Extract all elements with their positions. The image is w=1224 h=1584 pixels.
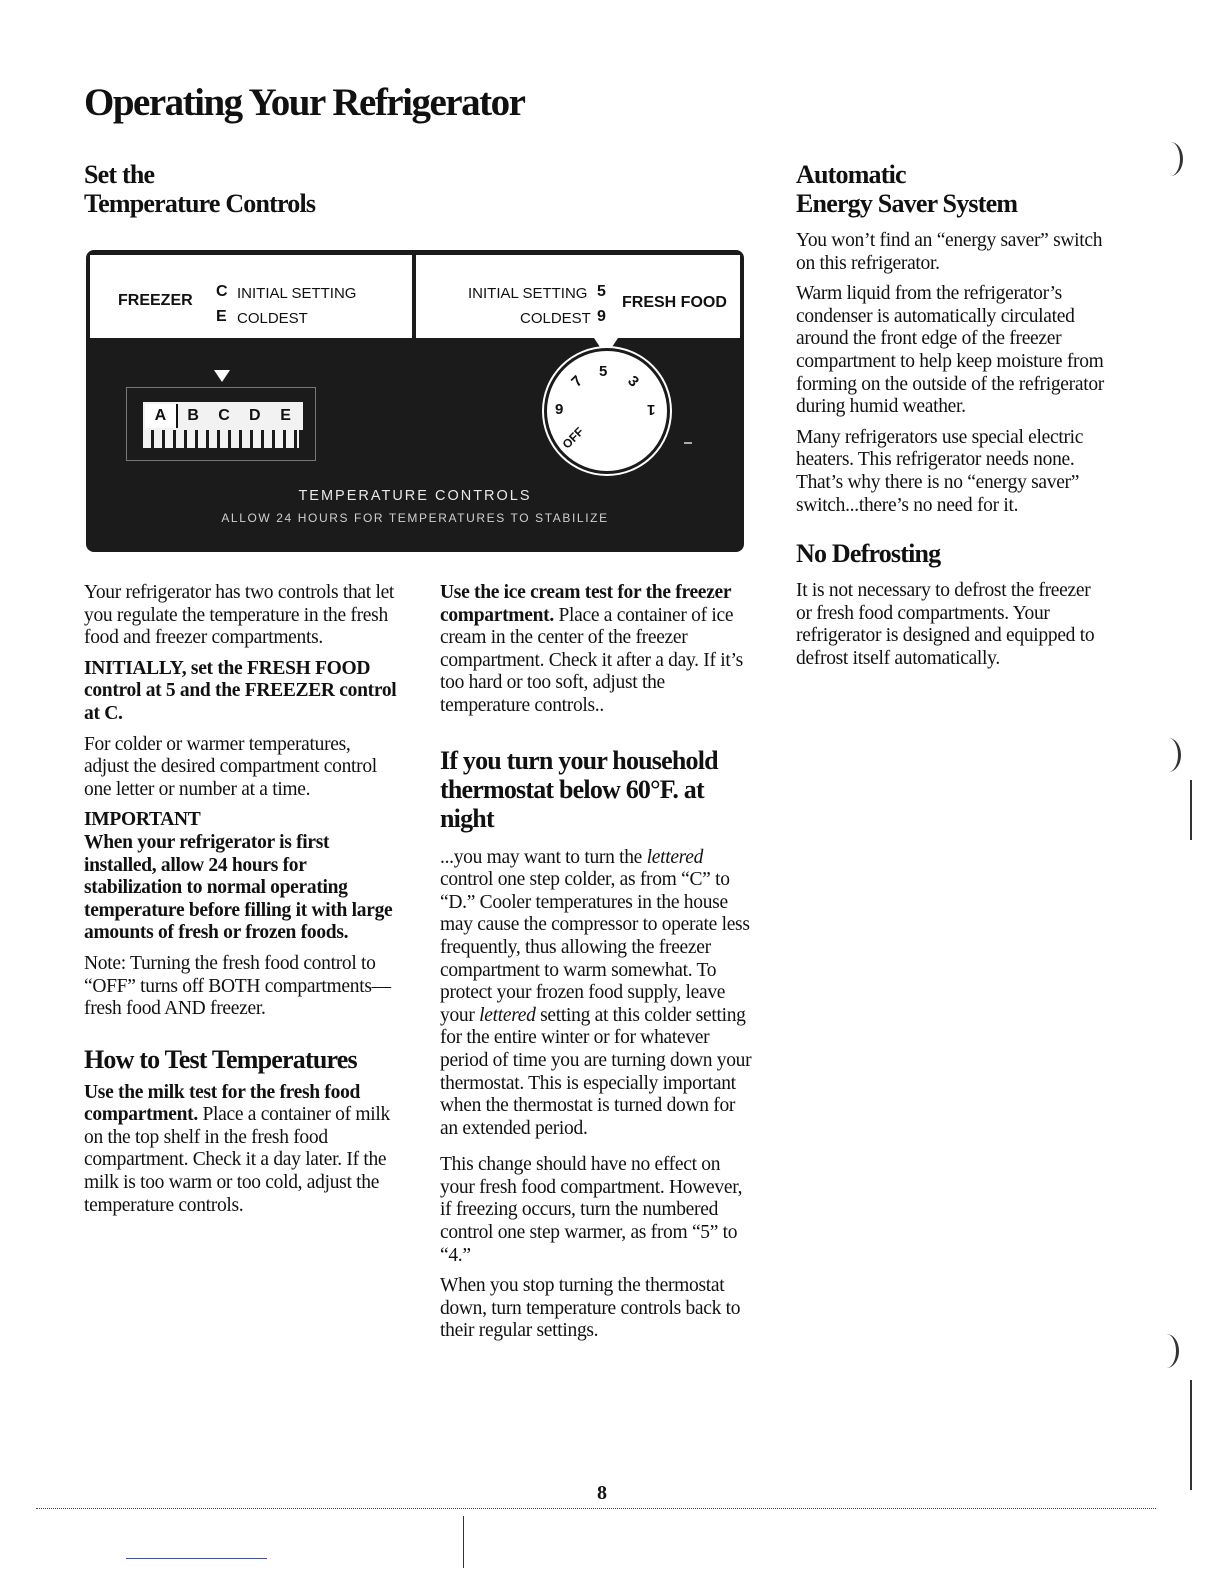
no-defrosting-p1: It is not necessary to defrost the freezer or fresh food compartments. Your refrigerator is designed and equipped to defrost itself automatically. bbox=[796, 580, 1095, 669]
lettered-emphasis: lettered bbox=[646, 846, 704, 868]
fresh-coldest-text: COLDEST bbox=[520, 310, 591, 327]
binding-hole-mark bbox=[1158, 142, 1183, 176]
set-controls-heading bbox=[84, 160, 315, 218]
freezer-coldest-letter: E bbox=[216, 308, 227, 325]
scan-edge-line bbox=[36, 1508, 1156, 1509]
ice-cream-test-text: Place a container of ice cream in the center of the freezer compartment. Check it after a day. If it’s too hard or too soft, adjust the temperature controls.. bbox=[440, 604, 743, 716]
scan-right-edge bbox=[1190, 780, 1192, 840]
no-defrosting-heading: No Defrosting bbox=[796, 539, 941, 569]
freezer-initial-letter: C bbox=[216, 283, 228, 300]
dial-mark-top-left: 7 bbox=[568, 372, 587, 391]
freezer-label: FREEZER bbox=[118, 292, 193, 309]
fresh-food-dial[interactable] bbox=[544, 348, 670, 474]
milk-test-text: Place a container of milk on the top shelf in the fresh food compartment. Check it a day later. If the milk is too warm or too cold, adjust the temperature controls. bbox=[84, 1104, 390, 1216]
scan-vertical-line bbox=[463, 1516, 464, 1568]
controls-intro: Your refrigerator has two controls that let you regulate the temperature in the fresh food and freezer compartments. bbox=[84, 582, 395, 649]
lettered-emphasis: lettered bbox=[479, 1004, 536, 1026]
thermostat-paragraph-3: When you stop turning the thermostat down, turn temperature controls back to their regular settings. bbox=[440, 1275, 741, 1342]
dial-mark-top-right: 3 bbox=[624, 372, 643, 391]
diagram-caption-subtitle: ALLOW 24 HOURS FOR TEMPERATURES TO STABILIZE bbox=[221, 511, 609, 525]
scan-right-edge bbox=[1190, 1380, 1192, 1490]
set-controls-heading-line1: Set the bbox=[84, 160, 155, 189]
milk-test-lead: Use the milk test for the fresh food compartment. bbox=[84, 1081, 361, 1126]
thermostat-text: setting at this colder setting for the entire winter or for whatever period of time you are turning down your thermostat. This is especially important when the thermostat is turned down for an extended period. bbox=[440, 1004, 752, 1139]
thermostat-paragraph-1 bbox=[440, 847, 752, 1141]
important-title: IMPORTANT bbox=[84, 809, 201, 831]
temperature-controls-diagram bbox=[86, 250, 744, 552]
column-right bbox=[796, 160, 1106, 679]
freezer-letter: D bbox=[249, 407, 261, 424]
energy-saver-p1: You won’t find an “energy saver” switch on this refrigerator. bbox=[796, 230, 1103, 274]
energy-saver-p3: Many refrigerators use special electric heaters. This refrigerator needs none. That’s why there is no “energy saver” switch...there’s no need for it. bbox=[796, 426, 1084, 516]
thermostat-text: ...you may want to turn the bbox=[440, 846, 647, 868]
energy-saver-heading-line1: Automatic bbox=[796, 160, 906, 189]
adjust-instructions: For colder or warmer temperatures, adjust the desired compartment control one letter or number at a time. bbox=[84, 733, 377, 800]
freezer-pointer-icon bbox=[214, 370, 230, 382]
off-note: Note: Turning the fresh food control to “OFF” turns off BOTH compartments—fresh food AND freezer. bbox=[84, 952, 391, 1020]
freezer-letter: E bbox=[280, 407, 291, 424]
thermostat-heading: If you turn your household thermostat below 60°F. at night bbox=[440, 745, 718, 833]
binding-hole-mark bbox=[1156, 738, 1181, 772]
page-title: Operating Your Refrigerator bbox=[84, 81, 525, 124]
thermostat-text: control one step colder, as from “C” to “D.” Cooler temperatures in the house may cause the compressor to operate less frequently, thus allowing the freezer compartment to warm somewhat. To protect your frozen food supply, leave your bbox=[440, 869, 750, 1026]
dial-mark-left: 9 bbox=[555, 401, 564, 418]
bottom-underline bbox=[126, 1558, 267, 1559]
freezer-letter: A bbox=[145, 404, 178, 428]
dial-mark-off: OFF bbox=[559, 424, 587, 452]
thermostat-paragraph-2: This change should have no effect on your fresh food compartment. However, if freezing occurs, turn the numbered control one step warmer, as from “5” to “4.” bbox=[440, 1154, 743, 1266]
freezer-initial-text: INITIAL SETTING bbox=[237, 285, 357, 302]
freezer-control-window[interactable] bbox=[126, 387, 316, 461]
no-defrosting-body bbox=[796, 580, 1106, 670]
fresh-food-label-box bbox=[416, 255, 740, 338]
test-temperatures-heading: How to Test Temperatures bbox=[84, 1044, 357, 1074]
important-notice: When your refrigerator is first installed, allow 24 hours for stabilization to normal operating temperature before filling it with large amounts of fresh or frozen foods. bbox=[84, 831, 393, 944]
energy-saver-body bbox=[796, 230, 1106, 517]
column-middle bbox=[440, 582, 752, 1351]
freezer-label-box bbox=[90, 255, 412, 338]
dial-mark-top: 5 bbox=[599, 363, 608, 380]
freezer-thumbwheel-ticks bbox=[143, 430, 299, 448]
freezer-coldest-text: COLDEST bbox=[237, 310, 308, 327]
energy-saver-heading-line2: Energy Saver System bbox=[796, 189, 1018, 218]
freezer-letter: B bbox=[187, 407, 199, 424]
milk-test-paragraph bbox=[84, 1082, 399, 1218]
ice-cream-test-paragraph bbox=[440, 582, 752, 718]
column-left bbox=[84, 582, 399, 1225]
fresh-initial-text: INITIAL SETTING bbox=[468, 285, 588, 302]
freezer-letter: C bbox=[218, 407, 230, 424]
dial-mark-right: 1 bbox=[647, 401, 656, 418]
set-controls-heading-line2: Temperature Controls bbox=[84, 189, 316, 218]
ice-cream-test-lead: Use the ice cream test for the freezer compartment. bbox=[440, 582, 731, 626]
fresh-food-label: FRESH FOOD bbox=[622, 294, 727, 311]
binding-hole-mark bbox=[1154, 1334, 1179, 1368]
energy-saver-p2: Warm liquid from the refrigerator’s condenser is automatically circulated around the front edge of the freezer compartment to help keep moisture from forming on the outside of the refrigerator during humid weather. bbox=[796, 283, 1104, 418]
page-number: 8 bbox=[597, 1482, 607, 1504]
fresh-initial-number: 5 bbox=[597, 283, 606, 300]
fresh-coldest-number: 9 bbox=[597, 308, 606, 325]
initial-setting-instructions: INITIALLY, set the FRESH FOOD control at 5 and the FREEZER control at C. bbox=[84, 657, 397, 724]
freezer-letter-scale bbox=[143, 402, 303, 430]
diagram-caption-title: TEMPERATURE CONTROLS bbox=[298, 488, 532, 504]
dial-side-mark bbox=[684, 442, 692, 444]
